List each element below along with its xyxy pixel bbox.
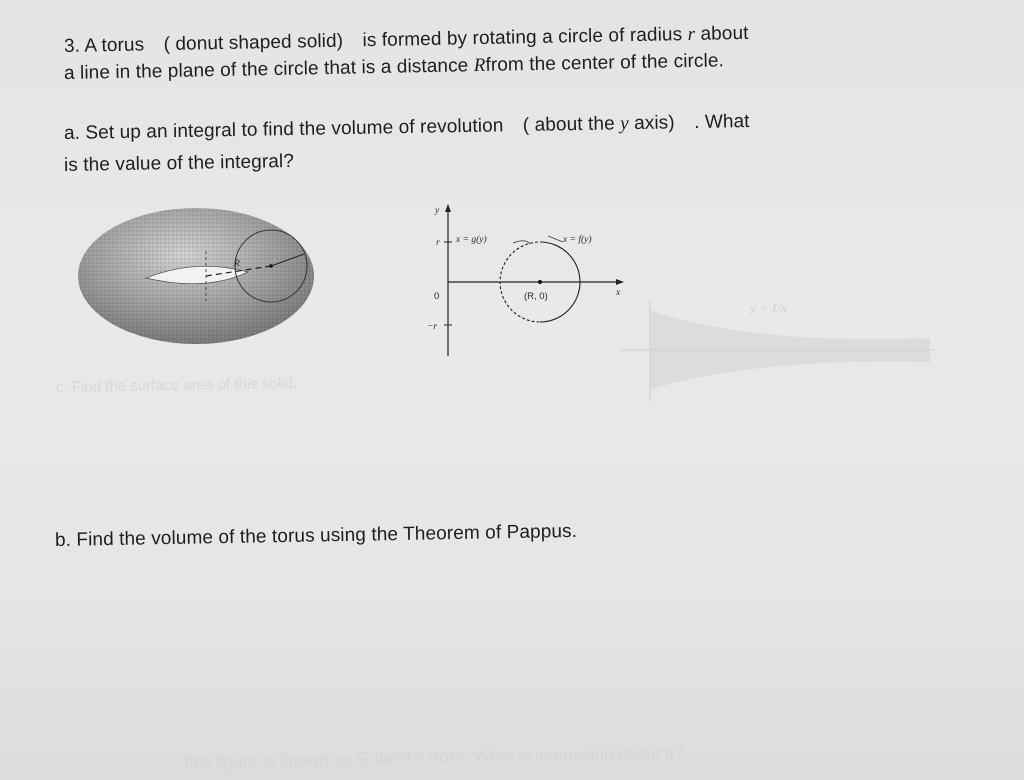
y-variable: y — [619, 113, 629, 135]
origin-label: 0 — [434, 291, 440, 302]
part-b-text: b. Find the volume of the torus using the Theorem of Pappus. — [54, 520, 578, 551]
torus-figure — [76, 206, 326, 356]
y-axis-label: y — [435, 206, 440, 216]
problem-number-text: 3. A torus — [63, 34, 145, 57]
part-a-text: . What — [693, 111, 750, 133]
faded-horn-graphic — [600, 290, 940, 410]
neg-r-tick-label: −r — [427, 322, 438, 332]
problem-statement-text: from the center of the circle. — [485, 50, 725, 76]
g-curve-label: x = g(y) — [456, 235, 487, 245]
problem-aside-text: ( donut shaped solid) — [163, 30, 344, 56]
distance-variable: R — [473, 54, 486, 77]
problem-statement-text: a line in the plane of the circle that is a distance — [63, 55, 469, 84]
problem-statement-text: about — [700, 22, 749, 45]
faded-part-c-text: c. Find the surface area of this solid. — [55, 374, 298, 397]
part-a-text: a. Set up an integral to find the volume of revolution — [63, 115, 504, 144]
radius-variable: r — [687, 23, 696, 46]
torus-r-label: R — [234, 259, 240, 269]
x-axis-label: x — [616, 288, 621, 298]
center-label: (R, 0) — [524, 291, 548, 302]
y-axis-arrow — [445, 204, 451, 212]
x-axis-arrow — [616, 279, 624, 285]
part-a-text: ( about the — [522, 113, 615, 136]
part-a-line-1 — [64, 111, 750, 145]
problem-statement-text: is formed by rotating a circle of radius — [362, 24, 683, 52]
faded-bottom-text: ...this figure is known as Gabriel's Horn. What is interesting about it? — [169, 743, 684, 772]
part-a-line-2: is the value of the integral? — [63, 150, 295, 176]
svg-text:y = 1/x: y = 1/x — [750, 300, 787, 315]
center-point — [538, 280, 542, 284]
r-tick-label: r — [436, 238, 440, 248]
f-curve-label: x = f(y) — [563, 235, 592, 245]
part-a-text: axis) — [633, 112, 675, 135]
